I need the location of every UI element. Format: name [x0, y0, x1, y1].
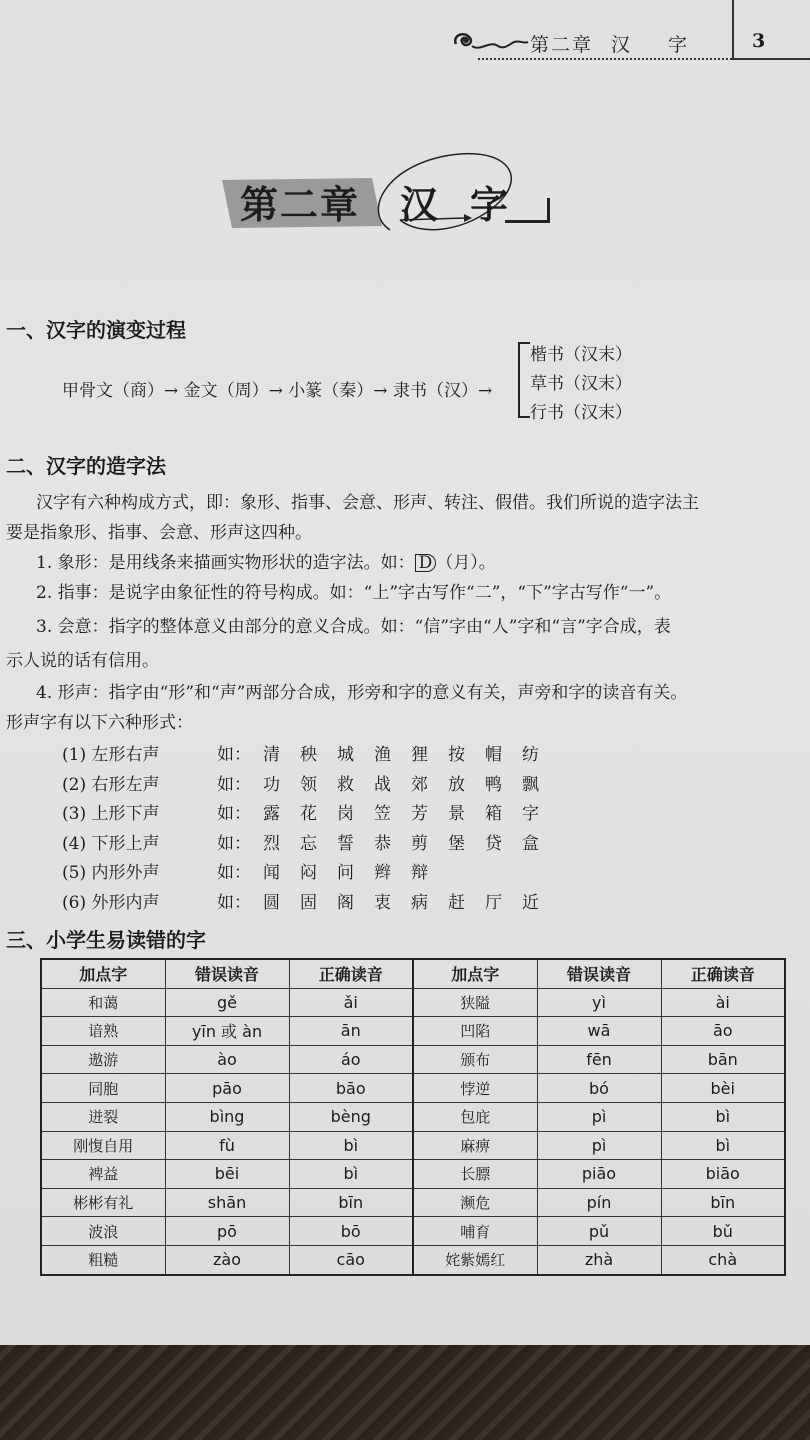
forms-intro: 形声字有以下六种形式：: [6, 713, 193, 733]
wrong-reading-2-cell: zhà: [537, 1245, 661, 1274]
wrong-reading-2-cell: wā: [537, 1017, 661, 1046]
wrong-reading-cell: zào: [165, 1245, 289, 1274]
dotted-word-2-cell: 狭隘: [413, 988, 537, 1017]
moon-glyph: D: [415, 554, 437, 572]
dotted-word-cell: 刚愎自用: [41, 1131, 165, 1160]
form-label: (2) 右形左声: [62, 774, 160, 795]
dotted-word-cell: 迸裂: [41, 1102, 165, 1131]
correct-reading-cell: bīn: [289, 1188, 413, 1217]
form-example-char: 狸: [411, 745, 428, 765]
form-example-char: 纺: [522, 745, 539, 765]
table-row: [41, 1045, 785, 1074]
form-example-char: 誓: [337, 833, 354, 854]
correct-reading-2-cell: bì: [661, 1131, 785, 1160]
wrong-reading-cell: bìng: [165, 1102, 289, 1131]
dotted-word-2-cell: 颁布: [413, 1045, 537, 1074]
form-example-char: 花: [300, 804, 317, 824]
wrong-reading-cell: fù: [165, 1131, 289, 1160]
dotted-word-2-cell: 包庇: [413, 1102, 537, 1131]
form-label: (5) 内形外声: [62, 863, 160, 883]
wrong-reading-2-cell: pì: [537, 1131, 661, 1160]
form-row: [62, 770, 559, 795]
form-example-char: 按: [448, 745, 465, 765]
dotted-word-cell: 遨游: [41, 1045, 165, 1074]
correct-reading-cell: áo: [289, 1045, 413, 1074]
item-huiyi-line-1: 3. 会意：指字的整体意义由部分的意义合成。如：“信”字由“人”字和“言”字合成，表: [36, 617, 671, 637]
dotted-word-2-cell: 姹紫嫣红: [413, 1245, 537, 1274]
form-example-char: 烈: [263, 833, 280, 854]
dotted-word-cell: 裨益: [41, 1160, 165, 1189]
form-example-char: 近: [522, 892, 539, 913]
dotted-word-2-cell: 哺育: [413, 1217, 537, 1246]
form-example-char: 恭: [374, 833, 391, 854]
form-example-char: 问: [337, 863, 354, 883]
wrong-reading-2-cell: pǔ: [537, 1217, 661, 1246]
correct-reading-2-cell: chà: [661, 1245, 785, 1274]
form-example-char: 清: [263, 745, 280, 765]
misread-words-table: [40, 958, 786, 1276]
form-example-char: 剪: [411, 833, 428, 854]
form-example-char: 辩: [411, 863, 428, 883]
header-correct-reading-2: 正确读音: [661, 959, 785, 988]
item-xingsheng: 4. 形声：指字由“形”和“声”两部分合成，形旁和字的意义有关，声旁和字的读音有关。: [36, 683, 688, 703]
section3-title: 三、小学生易读错的字: [6, 928, 206, 952]
dotted-word-2-cell: 长膘: [413, 1160, 537, 1189]
form-example-char: 帽: [485, 745, 502, 765]
correct-reading-2-cell: bèi: [661, 1074, 785, 1103]
table-header-row: [41, 959, 785, 988]
chapter-title-number: 第二章: [240, 182, 361, 227]
form-example-char: 衷: [374, 892, 391, 913]
form-example-char: 渔: [374, 745, 391, 765]
dotted-word-cell: 同胞: [41, 1074, 165, 1103]
wrong-reading-2-cell: fēn: [537, 1045, 661, 1074]
dotted-word-cell: 谙熟: [41, 1017, 165, 1046]
form-example-char: 鸭: [485, 774, 502, 795]
dotted-word-cell: 彬彬有礼: [41, 1188, 165, 1217]
correct-reading-cell: ān: [289, 1017, 413, 1046]
dotted-word-cell: 粗糙: [41, 1245, 165, 1274]
correct-reading-2-cell: biāo: [661, 1160, 785, 1189]
form-example-char: 放: [448, 774, 465, 795]
form-example-prefix: 如：: [217, 804, 251, 824]
intro-line-2: 要是指象形、指事、会意、形声这四种。: [6, 523, 312, 543]
form-example-prefix: 如：: [217, 774, 251, 795]
form-example-char: 秧: [300, 745, 317, 765]
wrong-reading-cell: pāo: [165, 1074, 289, 1103]
correct-reading-2-cell: bān: [661, 1045, 785, 1074]
evolution-chain: 甲骨文（商）→ 金文（周）→ 小篆（秦）→ 隶书（汉）→: [62, 381, 493, 401]
header-dotted-rule: [478, 58, 740, 60]
header-wrong-reading: 错误读音: [165, 959, 289, 988]
form-row: [62, 858, 448, 883]
running-header: [530, 30, 689, 57]
item-xiangxing: [36, 548, 496, 573]
form-label: (3) 上形下声: [62, 804, 160, 824]
form-example-char: 救: [337, 774, 354, 795]
form-row: [62, 740, 559, 765]
title-bracket: [505, 198, 550, 223]
correct-reading-cell: bō: [289, 1217, 413, 1246]
correct-reading-2-cell: bīn: [661, 1188, 785, 1217]
correct-reading-cell: ǎi: [289, 988, 413, 1017]
form-example-char: 堡: [448, 833, 465, 854]
page-number: 3: [752, 30, 766, 52]
correct-reading-cell: bāo: [289, 1074, 413, 1103]
header-title-b: 字: [668, 34, 690, 56]
correct-reading-cell: bì: [289, 1131, 413, 1160]
header-rule: [732, 58, 810, 60]
form-label: (1) 左形右声: [62, 745, 160, 765]
form-example-char: 固: [300, 892, 317, 913]
wrong-reading-2-cell: pì: [537, 1102, 661, 1131]
correct-reading-2-cell: ài: [661, 988, 785, 1017]
form-example-prefix: 如：: [217, 892, 251, 913]
header-wrong-reading-2: 错误读音: [537, 959, 661, 988]
form-example-char: 露: [263, 804, 280, 824]
form-example-char: 病: [411, 892, 428, 913]
branch-kaishu: 楷书（汉末）: [530, 345, 632, 365]
branch-xingshu: 行书（汉末）: [530, 403, 632, 423]
table-row: [41, 1131, 785, 1160]
header-divider: [732, 0, 734, 60]
form-example-char: 字: [522, 804, 539, 824]
correct-reading-cell: cāo: [289, 1245, 413, 1274]
form-example-prefix: 如：: [217, 833, 251, 854]
form-example-char: 战: [374, 774, 391, 795]
table-row: [41, 1017, 785, 1046]
dotted-word-cell: 和蔼: [41, 988, 165, 1017]
table-row: [41, 1217, 785, 1246]
wrong-reading-cell: bēi: [165, 1160, 289, 1189]
correct-reading-cell: bì: [289, 1160, 413, 1189]
dotted-word-2-cell: 悖逆: [413, 1074, 537, 1103]
branch-brace: [518, 342, 530, 418]
wrong-reading-cell: pō: [165, 1217, 289, 1246]
form-example-char: 郊: [411, 774, 428, 795]
header-dotted-word-2: 加点字: [413, 959, 537, 988]
form-example-prefix: 如：: [217, 863, 251, 883]
form-example-char: 闷: [300, 863, 317, 883]
form-example-char: 景: [448, 804, 465, 824]
wrong-reading-2-cell: piāo: [537, 1160, 661, 1189]
form-example-char: 功: [263, 774, 280, 795]
form-example-char: 厅: [485, 892, 502, 913]
branch-caoshu: 草书（汉末）: [530, 374, 632, 394]
wrong-reading-cell: shān: [165, 1188, 289, 1217]
form-example-char: 盒: [522, 833, 539, 854]
form-example-char: 岗: [337, 804, 354, 824]
item1-prefix: 1. 象形：是用线条来描画实物形状的造字法。如：: [36, 553, 415, 573]
chapter-title-a: 汉: [400, 182, 441, 227]
wrong-reading-cell: ào: [165, 1045, 289, 1074]
table-row: [41, 1102, 785, 1131]
form-example-char: 箱: [485, 804, 502, 824]
form-example-char: 赶: [448, 892, 465, 913]
form-example-char: 辫: [374, 863, 391, 883]
background-fabric: [0, 1345, 810, 1440]
wrong-reading-2-cell: pín: [537, 1188, 661, 1217]
table-row: [41, 1160, 785, 1189]
wrong-reading-2-cell: bó: [537, 1074, 661, 1103]
dotted-word-2-cell: 凹陷: [413, 1017, 537, 1046]
header-correct-reading: 正确读音: [289, 959, 413, 988]
header-dotted-word: 加点字: [41, 959, 165, 988]
chapter-title: [240, 174, 510, 229]
form-label: (4) 下形上声: [62, 833, 160, 854]
section2-title: 二、汉字的造字法: [6, 454, 166, 478]
correct-reading-2-cell: bì: [661, 1102, 785, 1131]
form-example-char: 城: [337, 745, 354, 765]
cloud-ornament-icon: [450, 28, 530, 56]
form-row: [62, 888, 559, 913]
dotted-word-cell: 波浪: [41, 1217, 165, 1246]
dotted-word-2-cell: 濒危: [413, 1188, 537, 1217]
table-row: [41, 1188, 785, 1217]
item-huiyi-line-2: 示人说的话有信用。: [6, 651, 159, 671]
section1-title: 一、汉字的演变过程: [6, 318, 186, 342]
header-title-a: 汉: [611, 34, 633, 56]
form-example-char: 飘: [522, 774, 539, 795]
form-label: (6) 外形内声: [62, 892, 160, 913]
chapter-title-b: 字: [470, 182, 511, 227]
form-example-prefix: 如：: [217, 745, 251, 765]
correct-reading-cell: bèng: [289, 1102, 413, 1131]
form-example-char: 领: [300, 774, 317, 795]
item1-suffix: （月）。: [436, 553, 496, 573]
dotted-word-2-cell: 麻痹: [413, 1131, 537, 1160]
correct-reading-2-cell: āo: [661, 1017, 785, 1046]
header-chapter: 第二章: [530, 34, 594, 56]
correct-reading-2-cell: bǔ: [661, 1217, 785, 1246]
wrong-reading-cell: yīn 或 àn: [165, 1017, 289, 1046]
wrong-reading-cell: gě: [165, 988, 289, 1017]
form-example-char: 贷: [485, 833, 502, 854]
form-row: [62, 799, 559, 824]
form-example-char: 笠: [374, 804, 391, 824]
table-row: [41, 988, 785, 1017]
table-row: [41, 1245, 785, 1274]
wrong-reading-2-cell: yì: [537, 988, 661, 1017]
item-zhishi: 2. 指事：是说字由象征性的符号构成。如：“上”字古写作“二”，“下”字古写作“一”。: [36, 583, 672, 603]
table-row: [41, 1074, 785, 1103]
form-row: [62, 829, 559, 854]
form-example-char: 圆: [263, 892, 280, 913]
form-example-char: 芳: [411, 804, 428, 824]
intro-line-1: 汉字有六种构成方式，即：象形、指事、会意、形声、转注、假借。我们所说的造字法主: [36, 493, 699, 513]
form-example-char: 阁: [337, 892, 354, 913]
form-example-char: 闻: [263, 863, 280, 883]
form-example-char: 忘: [300, 833, 317, 854]
